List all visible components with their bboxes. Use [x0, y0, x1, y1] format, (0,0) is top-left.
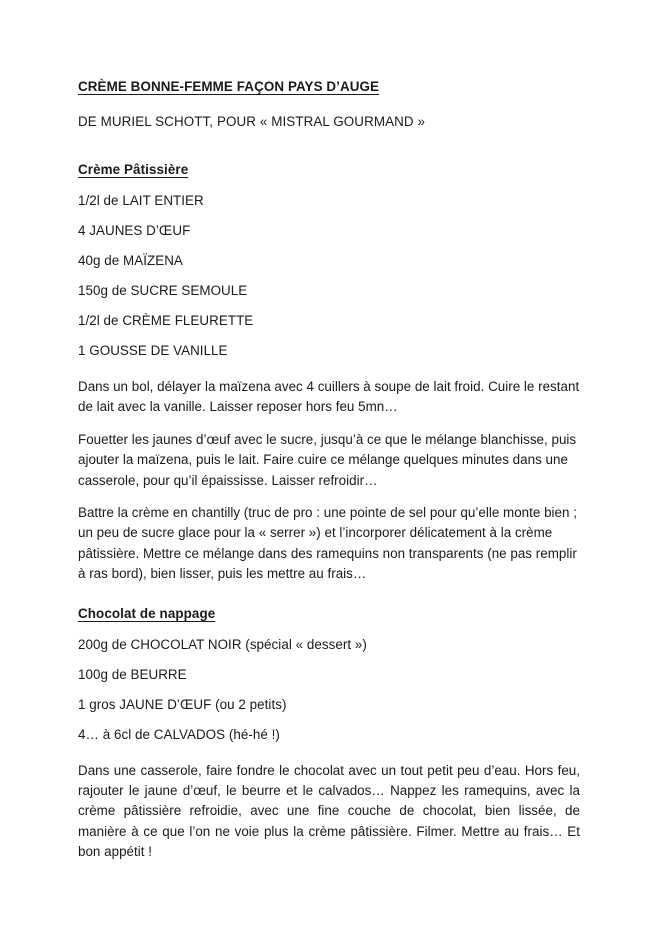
ingredient-item: 1 gros JAUNE D’ŒUF (ou 2 petits): [78, 696, 287, 712]
ingredient-item: 1 GOUSSE DE VANILLE: [78, 343, 228, 358]
document-subtitle: DE MURIEL SCHOTT, POUR « MISTRAL GOURMAND »: [78, 114, 426, 129]
ingredient-item: 200g de CHOCOLAT NOIR (spécial « dessert »): [78, 636, 367, 652]
ingredient-item: 4… à 6cl de CALVADOS (hé-hé !): [78, 726, 280, 742]
instruction-paragraph: Dans une casserole, faire fondre le chocolat avec un tout petit peu d’eau. Hors feu, rajouter le jaune d’œuf, le beurre et le calvados… Nappez les ramequins, avec la crème pâtissière refroidie, avec une fine couche de chocolat, bien lissée, de manière à ce que l’on ne voie plus la crème pâtissière. Filmer. Mettre au frais… Et bon appétit !: [78, 762, 580, 860]
ingredient-item: 100g de BEURRE: [78, 666, 187, 682]
instruction-paragraph: Fouetter les jaunes d’œuf avec le sucre, jusqu’à ce que le mélange blanchisse, puis ajouter la maïzena, puis le lait. Faire cuire ce mélange quelques minutes dans une casserole, pour qu’il épaississe. Laisser refroidir…: [78, 431, 577, 488]
ingredient-item: 150g de SUCRE SEMOULE: [78, 283, 248, 298]
section-heading-chocolat-de-nappage-text: Chocolat de nappage: [78, 605, 216, 621]
page-title-text: CRÈME BONNE-FEMME FAÇON PAYS D’AUGE: [78, 79, 380, 94]
section-heading-creme-patissiere: [78, 161, 580, 179]
instruction-paragraph: Dans un bol, délayer la maïzena avec 4 cuillers à soupe de lait froid. Cuire le restant de lait avec la vanille. Laisser reposer hors feu 5mn…: [78, 379, 580, 415]
ingredient-item: 4 JAUNES D’ŒUF: [78, 223, 191, 238]
ingredient-item: 40g de MAÏZENA: [78, 253, 183, 268]
ingredient-item: 1/2l de LAIT ENTIER: [78, 193, 204, 208]
section-heading-creme-patissiere-text: Crème Pâtissière: [78, 162, 189, 177]
page-title: [78, 78, 580, 96]
ingredient-item: 1/2l de CRÈME FLEURETTE: [78, 313, 254, 328]
section-heading-chocolat-de-nappage: [78, 605, 580, 623]
document-body: [78, 78, 580, 863]
instruction-paragraph: Battre la crème en chantilly (truc de pro : une pointe de sel pour qu’elle monte bien ; un peu de sucre glace pour la « serrer ») et l’incorporer délicatement à la crème pâtissière. Mettre ce mélange dans des ramequins non transparents (ne pas remplir à ras bord), bien lisser, puis les mettre au frais…: [78, 505, 577, 582]
